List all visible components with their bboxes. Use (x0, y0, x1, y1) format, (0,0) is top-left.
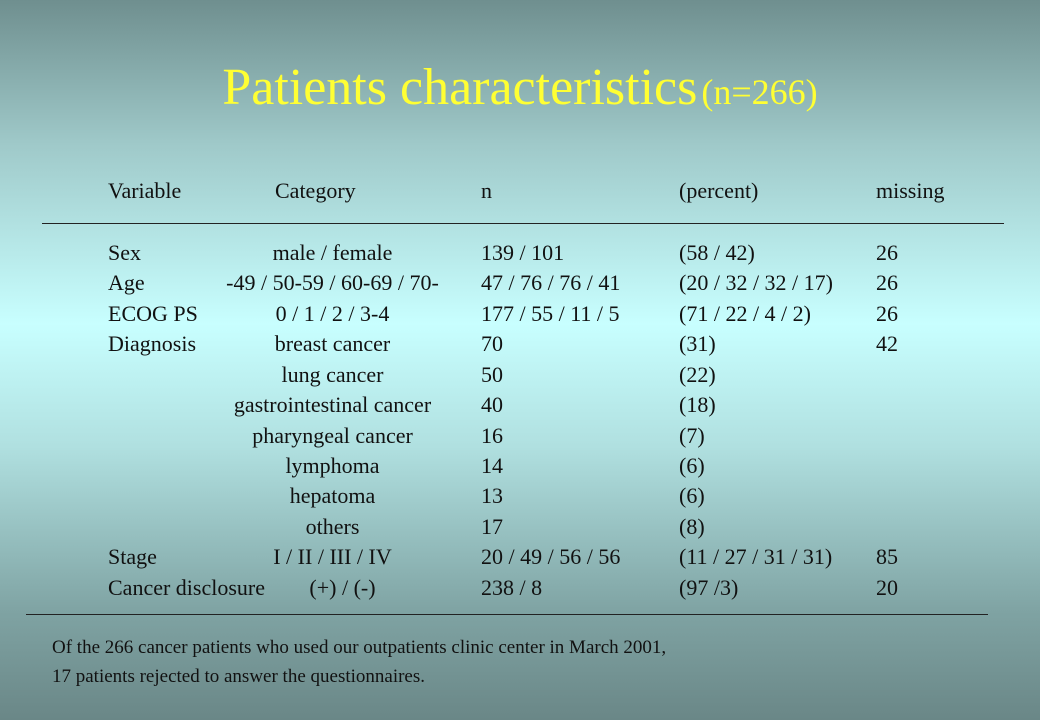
title-sample-size: (n=266) (701, 72, 818, 112)
cell-n: 70 (481, 331, 503, 356)
cell-category: hepatoma (289, 483, 376, 508)
table-row (0, 301, 1040, 331)
header-missing: missing (876, 178, 945, 203)
footnote (52, 633, 666, 691)
header-divider (42, 223, 1004, 224)
cell-variable: Diagnosis (108, 331, 196, 356)
cell-missing: 26 (876, 240, 898, 265)
cell-n: 16 (481, 423, 503, 448)
cell-category: male / female (272, 240, 393, 265)
cell-percent: (20 / 32 / 32 / 17) (679, 270, 833, 295)
table-row (0, 331, 1040, 361)
cell-percent: (71 / 22 / 4 / 2) (679, 301, 811, 326)
cell-percent: (11 / 27 / 31 / 31) (679, 544, 833, 569)
cell-category: (+) / (-) (309, 575, 376, 600)
header-percent: (percent) (679, 178, 759, 203)
cell-percent: (6) (679, 483, 705, 508)
cell-category: others (305, 514, 360, 539)
table-row (0, 514, 1040, 544)
cell-missing: 42 (876, 331, 898, 356)
cell-variable: Stage (108, 544, 157, 569)
cell-n: 40 (481, 392, 503, 417)
table-row (0, 483, 1040, 513)
table-row (0, 575, 1040, 605)
footer-divider (26, 614, 988, 615)
header-category: Category (275, 178, 356, 203)
table-row (0, 423, 1040, 453)
cell-category: 0 / 1 / 2 / 3-4 (275, 301, 390, 326)
cell-missing: 26 (876, 301, 898, 326)
cell-variable: Sex (108, 240, 141, 265)
table-row (0, 362, 1040, 392)
cell-percent: (58 / 42) (679, 240, 755, 265)
cell-percent: (31) (679, 331, 716, 356)
footnote-line-1: Of the 266 cancer patients who used our outpatients clinic center in March 2001, (52, 637, 667, 658)
cell-percent: (97 /3) (679, 575, 739, 600)
cell-n: 20 / 49 / 56 / 56 (481, 544, 621, 569)
cell-variable: Age (108, 270, 145, 295)
footnote-line-2: 17 patients rejected to answer the questionnaires. (52, 666, 426, 687)
table-header-row (0, 178, 1040, 208)
cell-percent: (6) (679, 453, 705, 478)
cell-category: lymphoma (285, 453, 380, 478)
cell-n: 47 / 76 / 76 / 41 (481, 270, 621, 295)
cell-n: 177 / 55 / 11 / 5 (481, 301, 620, 326)
cell-missing: 26 (876, 270, 898, 295)
table-row (0, 453, 1040, 483)
cell-category: gastrointestinal cancer (233, 392, 432, 417)
table-row (0, 392, 1040, 422)
table-row (0, 240, 1040, 270)
cell-variable: ECOG PS (108, 301, 198, 326)
cell-missing: 20 (876, 575, 898, 600)
header-variable: Variable (108, 178, 182, 203)
cell-percent: (8) (679, 514, 705, 539)
cell-n: 238 / 8 (481, 575, 543, 600)
cell-percent: (18) (679, 392, 716, 417)
cell-percent: (7) (679, 423, 705, 448)
table-row (0, 270, 1040, 300)
slide-title (0, 58, 1040, 117)
cell-n: 13 (481, 483, 503, 508)
cell-n: 50 (481, 362, 503, 387)
table-row (0, 544, 1040, 574)
cell-missing: 85 (876, 544, 898, 569)
cell-category: pharyngeal cancer (252, 423, 413, 448)
cell-n: 17 (481, 514, 503, 539)
title-main: Patients characteristics (222, 59, 698, 116)
cell-category: I / II / III / IV (273, 544, 392, 569)
cell-category: breast cancer (274, 331, 391, 356)
cell-category: lung cancer (281, 362, 384, 387)
header-n: n (481, 178, 492, 203)
cell-n: 14 (481, 453, 503, 478)
cell-category: -49 / 50-59 / 60-69 / 70- (226, 270, 439, 295)
cell-percent: (22) (679, 362, 716, 387)
cell-variable: Cancer disclosure (108, 575, 265, 600)
cell-n: 139 / 101 (481, 240, 565, 265)
